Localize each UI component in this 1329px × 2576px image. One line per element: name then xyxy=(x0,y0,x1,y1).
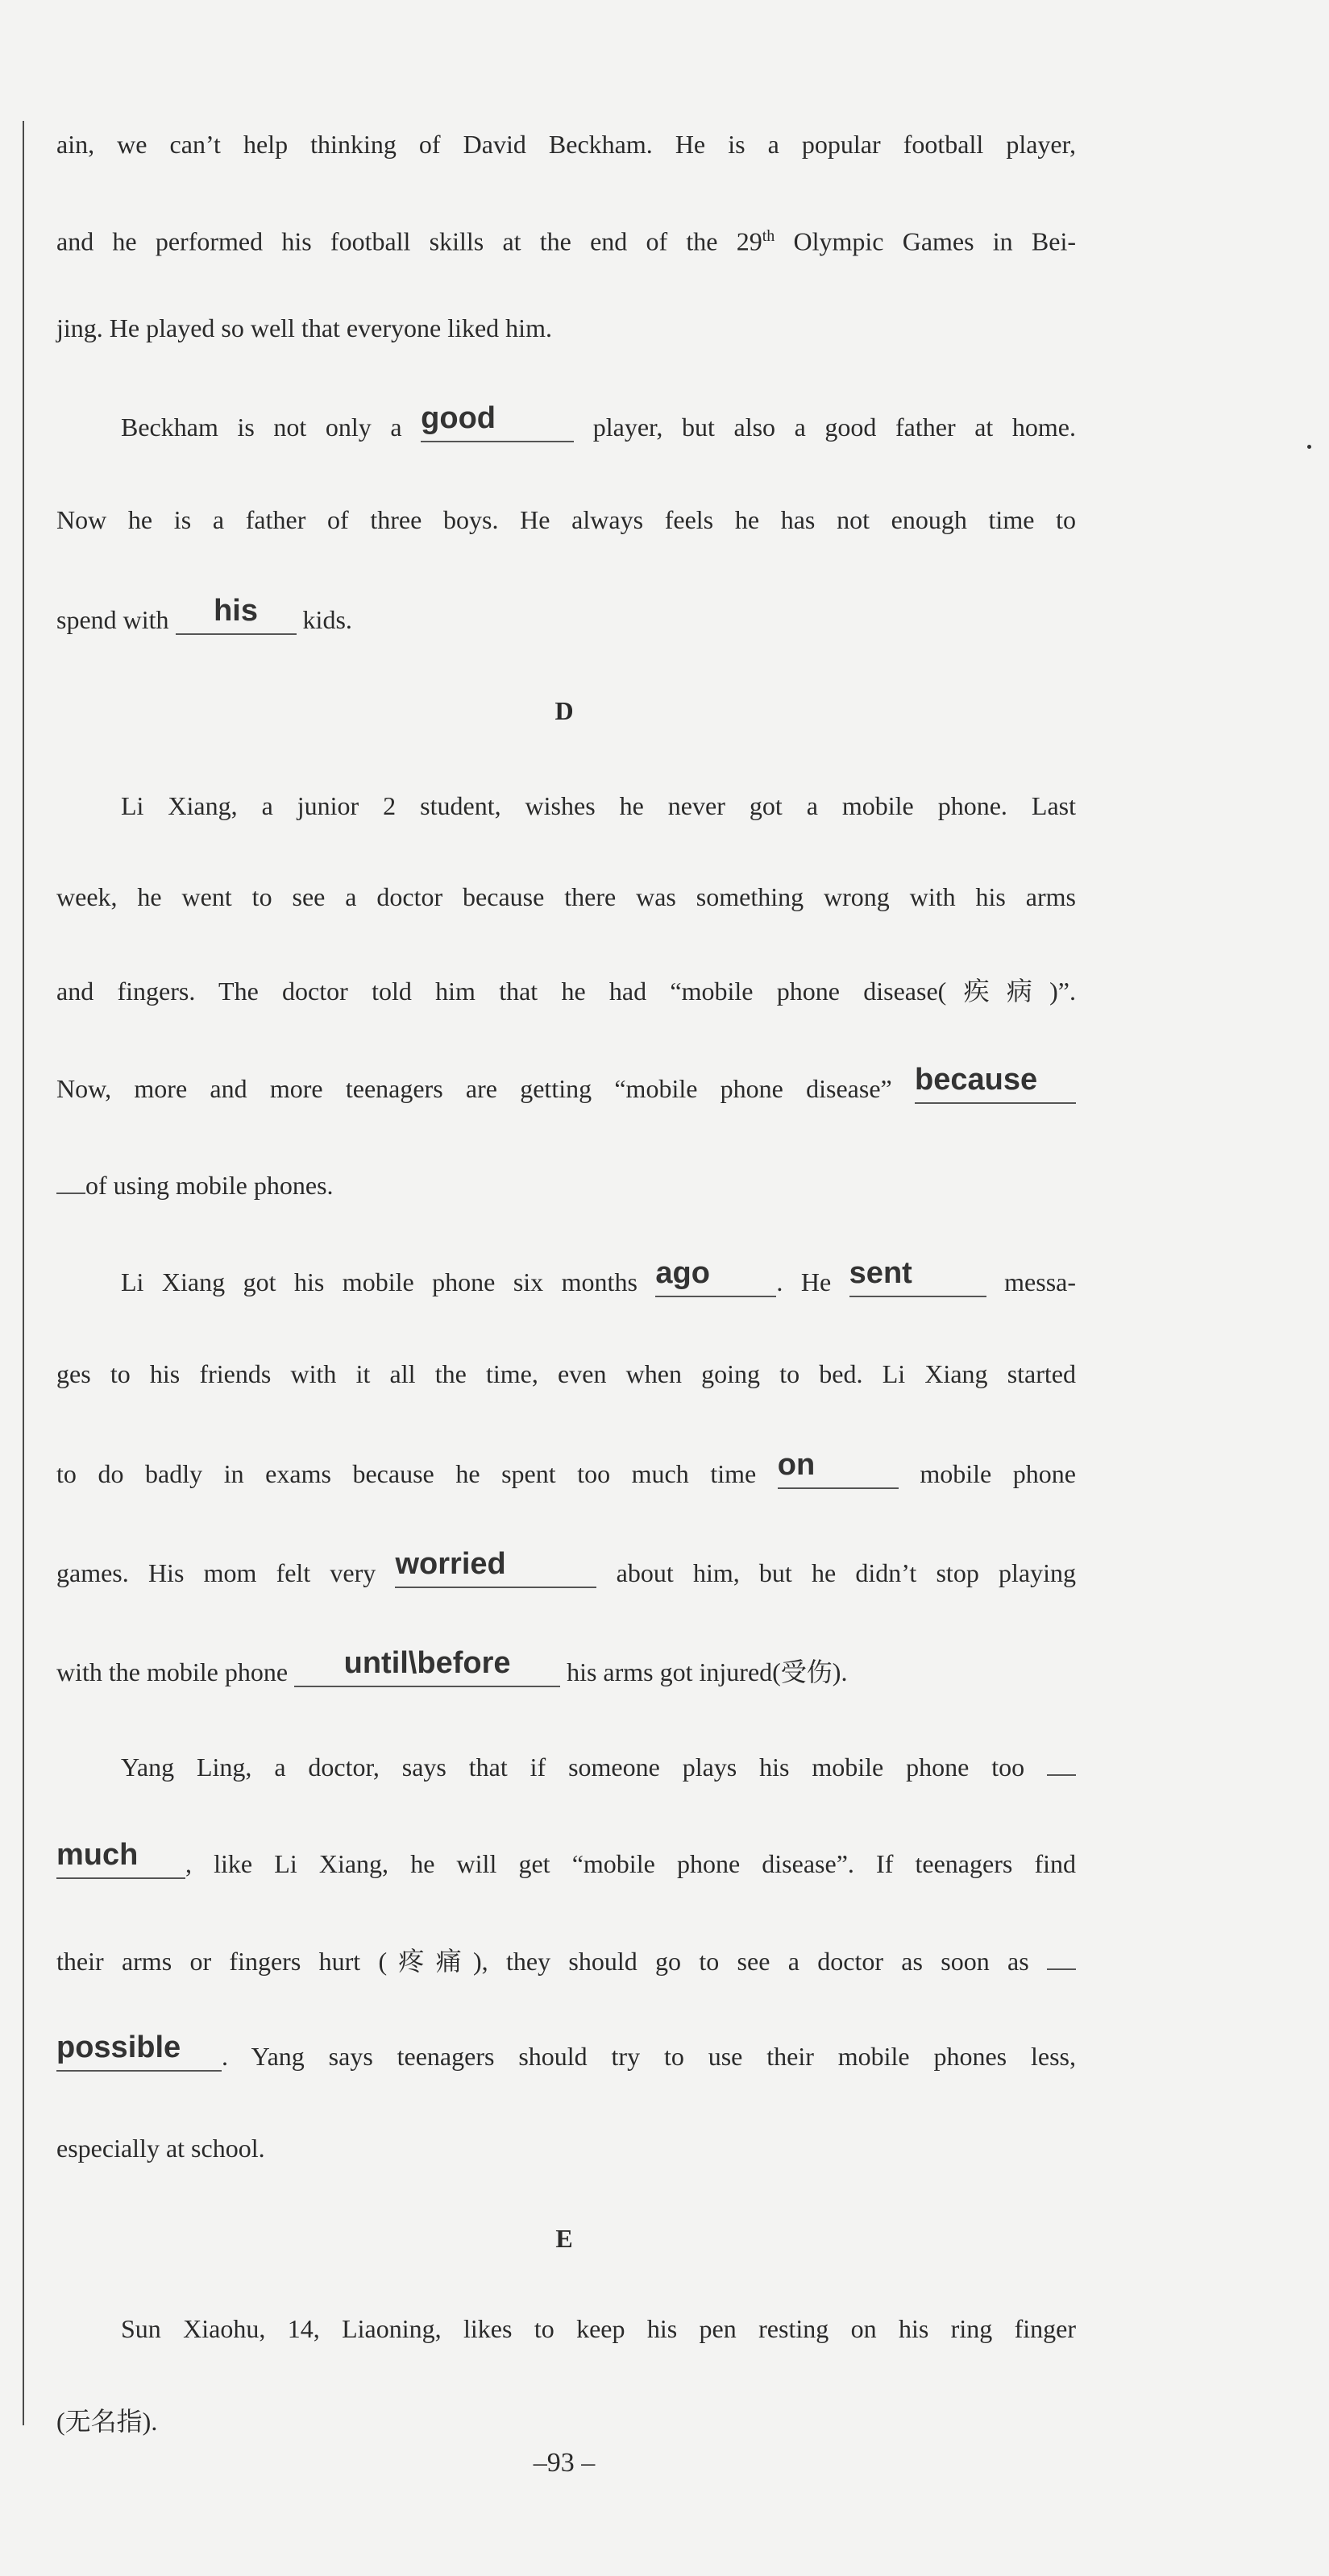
answer-blank xyxy=(56,2031,222,2072)
answer-much: much xyxy=(56,1838,139,1872)
answer-blank xyxy=(176,594,297,635)
answer-blank xyxy=(395,1547,596,1588)
answer-on: on xyxy=(777,1448,816,1482)
text-line: (无名指). xyxy=(56,2407,158,2436)
answer-because: because xyxy=(915,1063,1038,1097)
text-line: Sun Xiaohu, 14, Liaoning, likes to keep his pen resting on his ring finger xyxy=(121,2314,1076,2343)
answer-blank-start xyxy=(1047,1750,1076,1776)
text-line: of using mobile phones. xyxy=(56,1168,1076,1201)
answer-blank xyxy=(655,1256,776,1297)
text-line: games. His mom felt very worried about him, but he didn’t stop playing xyxy=(56,1547,1077,1587)
answer-blank xyxy=(294,1646,560,1687)
text-line: possible . Yang says teenagers should try to use their mobile phones less, xyxy=(56,2031,1076,2071)
answer-his: his xyxy=(214,594,258,628)
text-line: their arms or fingers hurt (疼痛), they should go to see a doctor as soon as xyxy=(56,1944,1076,1977)
text-line: Now he is a father of three boys. He always feels he has not enough time to xyxy=(56,505,1076,534)
text-line: Li Xiang, a junior 2 student, wishes he never got a mobile phone. Last xyxy=(121,791,1076,820)
text-line: Yang Ling, a doctor, says that if someone plays his mobile phone too xyxy=(121,1750,1076,1783)
answer-blank xyxy=(849,1256,986,1297)
answer-possible: possible xyxy=(56,2031,181,2064)
text-line: and fingers. The doctor told him that he had “mobile phone disease(疾病)”. xyxy=(56,977,1076,1006)
answer-good: good xyxy=(421,401,496,435)
answer-ago: ago xyxy=(655,1256,710,1290)
text-line: to do badly in exams because he spent too much time on mobile phone xyxy=(56,1448,1077,1488)
text-line: week, he went to see a doctor because there was something wrong with his arms xyxy=(56,882,1076,911)
text-line: with the mobile phone until\before his arms got injured(受伤). xyxy=(56,1646,848,1686)
answer-blank-continuation xyxy=(56,1168,85,1194)
text-line: ain, we can’t help thinking of David Beckham. He is a popular football player, xyxy=(56,130,1076,159)
answer-worried: worried xyxy=(395,1547,506,1581)
text-line: jing. He played so well that everyone liked him. xyxy=(56,313,552,342)
margin-line xyxy=(23,121,24,2425)
answer-blank xyxy=(421,401,574,442)
page-number: –93 – xyxy=(533,2448,596,2478)
text-line: especially at school. xyxy=(56,2134,265,2163)
answer-blank xyxy=(56,1838,185,1879)
answer-blank xyxy=(915,1063,1076,1104)
text-line: Li Xiang got his mobile phone six months ago . He sent messa- xyxy=(121,1256,1077,1296)
text-line: Beckham is not only a good player, but also a good father at home. xyxy=(121,401,1076,442)
text-line: spend with his kids. xyxy=(56,594,352,634)
section-heading-e: E xyxy=(555,2224,573,2253)
answer-until-before: until\before xyxy=(343,1646,511,1680)
answer-blank-start xyxy=(1047,1944,1076,1970)
section-heading-d: D xyxy=(554,696,574,725)
text-line: much , like Li Xiang, he will get “mobile phone disease”. If teenagers find xyxy=(56,1838,1076,1878)
text-line: Now, more and more teenagers are getting “mobile phone disease” because xyxy=(56,1072,1076,1105)
answer-blank xyxy=(777,1448,899,1489)
text-line: ges to his friends with it all the time, even when going to bed. Li Xiang started xyxy=(56,1359,1076,1388)
answer-sent: sent xyxy=(849,1256,912,1290)
margin-dot xyxy=(1307,445,1311,449)
text-line: and he performed his football skills at the end of the 29th Olympic Games in Bei- xyxy=(56,226,1077,256)
